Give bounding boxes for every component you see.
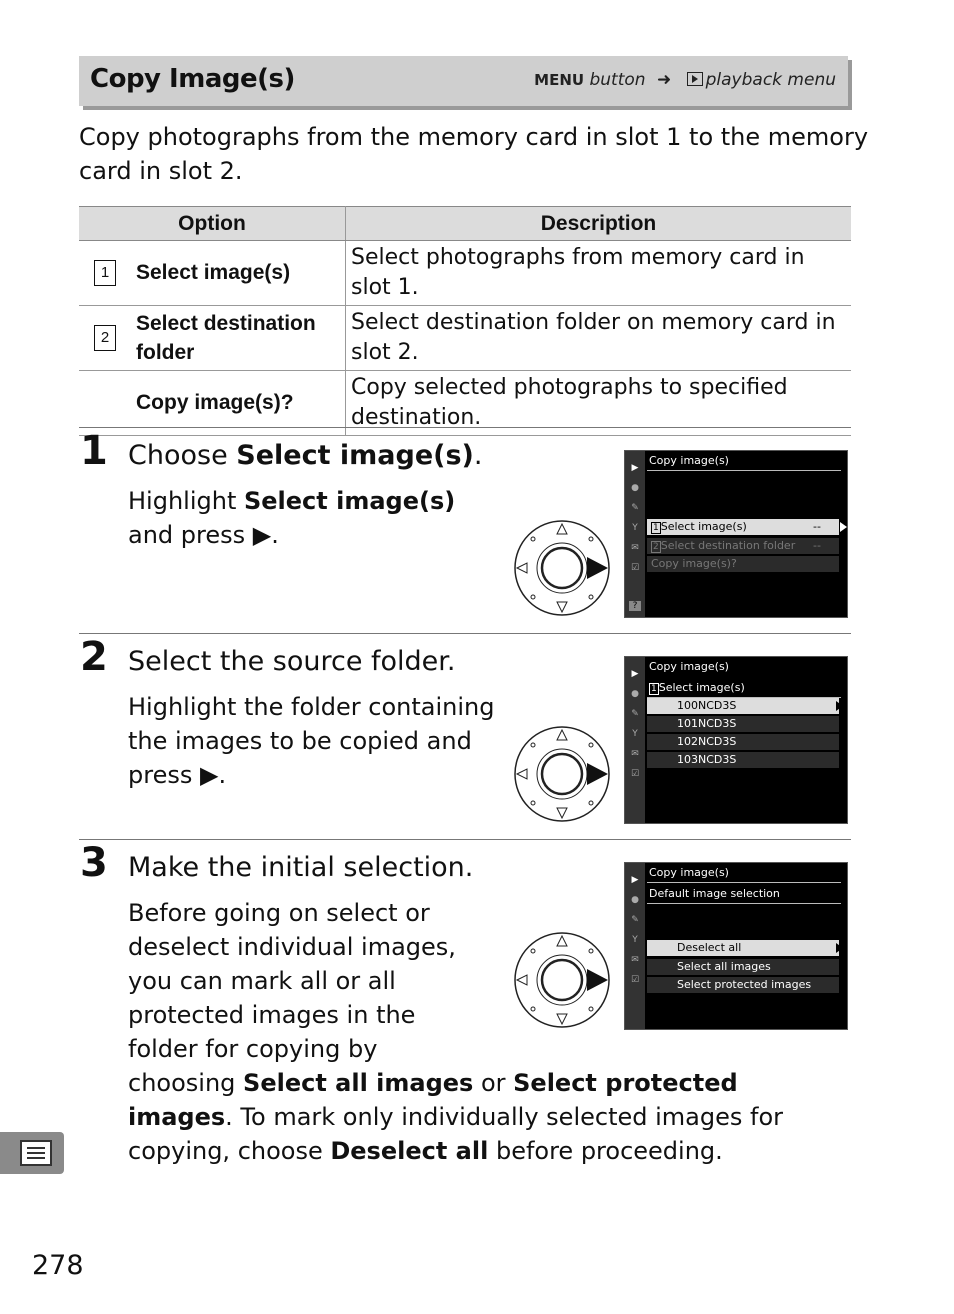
- title-underline: [647, 882, 841, 883]
- step-body: [128, 484, 498, 552]
- options-table: [79, 206, 851, 436]
- playback-tab-icon: ▶: [631, 875, 639, 885]
- step-heading-bold: Select image(s): [236, 440, 474, 471]
- page-title: Copy Image(s): [90, 64, 295, 94]
- screen-title: Copy image(s): [649, 454, 729, 467]
- playback-icon: [687, 72, 703, 86]
- body-text: before proceeding.: [488, 1137, 723, 1165]
- menu-item-value: --: [813, 520, 821, 533]
- crumb-button-text: button: [589, 70, 646, 90]
- column-header-description: Description: [346, 207, 852, 241]
- table-row: [79, 306, 851, 371]
- screen-subtitle: Default image selection: [649, 887, 780, 900]
- playback-menu-icon: [20, 1140, 52, 1166]
- menu-item-copy-images[interactable]: [647, 556, 839, 572]
- step-body: [128, 690, 498, 792]
- table-row: [79, 241, 851, 306]
- folder-label: 101NCD3S: [677, 717, 737, 730]
- body-text: and press: [128, 521, 253, 549]
- body-bold: Select all images: [243, 1069, 474, 1097]
- body-text: Before going on select or deselect individual images, you can mark all or all protected images in the folder for copying by choosing: [128, 899, 456, 1097]
- playback-menu-tab: [0, 1132, 64, 1174]
- retouch-tab-icon: ✉: [631, 749, 639, 759]
- title-underline: [647, 470, 841, 471]
- right-arrow-icon: ▶: [252, 521, 272, 549]
- menu-item-label: Select all images: [677, 960, 771, 973]
- folder-item[interactable]: [647, 716, 839, 732]
- slot-2-icon: 2: [94, 325, 116, 351]
- body-text: Highlight: [128, 487, 244, 515]
- menu-item-label: Select protected images: [677, 978, 812, 991]
- slot-1-icon: 1: [653, 523, 659, 533]
- multi-selector-diagram: [513, 725, 613, 829]
- menu-breadcrumb: [534, 70, 836, 90]
- multi-selector-icon: [513, 725, 613, 825]
- menu-item-value: --: [813, 539, 821, 552]
- description-cell: Copy selected photographs to specified destination.: [346, 371, 852, 436]
- step-number: 1: [80, 428, 108, 474]
- menu-item-label: Select destination folder: [660, 539, 796, 552]
- setup-tab-icon: Y: [632, 729, 638, 739]
- option-label: Select destination folder: [136, 312, 316, 364]
- step-heading: Select the source folder.: [128, 646, 456, 677]
- setup-tab-icon: Y: [632, 935, 638, 945]
- step-heading: [128, 440, 483, 471]
- step-body-upper: [128, 896, 848, 1168]
- menu-item-select-destination[interactable]: [647, 538, 839, 554]
- description-cell: Select photographs from memory card in slot 1.: [346, 241, 852, 306]
- screen-title: Copy image(s): [649, 660, 729, 673]
- body-bold: Select protected images: [128, 1069, 738, 1131]
- multi-selector-icon: [513, 519, 613, 619]
- screen-title: Copy image(s): [649, 866, 729, 879]
- option-label: Select image(s): [136, 261, 291, 284]
- slot-1-icon: 1: [651, 684, 657, 694]
- subtitle-text: Select image(s): [658, 681, 745, 694]
- step-number: 2: [80, 634, 108, 680]
- multi-selector-diagram: [513, 519, 613, 623]
- body-text: . To mark only individually selected images for copying, choose: [128, 1103, 783, 1165]
- table-row: [79, 371, 851, 436]
- description-cell: Select destination folder on memory card in slot 2.: [346, 306, 852, 371]
- playback-tab-icon: ▶: [631, 463, 639, 473]
- menu-button-label: MENU: [534, 71, 585, 89]
- shooting-tab-icon: ●: [631, 483, 639, 493]
- right-arrow-icon: ▶: [199, 761, 219, 789]
- folder-label: 100NCD3S: [677, 699, 737, 712]
- camera-screen: [624, 450, 848, 618]
- step-number: 3: [80, 840, 108, 886]
- step-heading-text: Choose: [128, 440, 237, 471]
- crumb-menu-text: playback menu: [705, 70, 836, 90]
- body-bold: Select image(s): [243, 487, 456, 515]
- menu-tab-strip: [625, 451, 645, 617]
- recent-tab-icon: ☑: [630, 769, 640, 779]
- option-cell: [79, 306, 346, 371]
- screen-subtitle: [649, 681, 745, 694]
- folder-label: 103NCD3S: [677, 753, 737, 766]
- step-heading: Make the initial selection.: [128, 852, 474, 883]
- option-cell: [79, 241, 346, 306]
- body-text: Highlight the folder containing the images to be copied and press: [128, 693, 495, 789]
- divider: [79, 839, 851, 840]
- right-arrow-icon: [840, 522, 847, 532]
- column-header-option: Option: [79, 207, 346, 241]
- recent-tab-icon: ☑: [630, 563, 640, 573]
- menu-tab-strip: [625, 657, 645, 823]
- table-header-row: [79, 207, 851, 241]
- section-header: [79, 56, 848, 106]
- body-text: .: [218, 761, 227, 789]
- option-cell: [79, 371, 346, 436]
- body-text: .: [271, 521, 279, 549]
- custom-tab-icon: ✎: [631, 915, 639, 925]
- menu-item-label: Select image(s): [660, 520, 747, 533]
- custom-tab-icon: ✎: [631, 709, 639, 719]
- shooting-tab-icon: ●: [631, 689, 639, 699]
- setup-tab-icon: Y: [632, 523, 638, 533]
- slot-2-icon: 2: [653, 542, 659, 552]
- folder-label: 102NCD3S: [677, 735, 737, 748]
- body-bold: Deselect all: [330, 1137, 489, 1165]
- float-spacer: [488, 896, 848, 1046]
- folder-item[interactable]: [647, 734, 839, 750]
- page-number: 278: [32, 1250, 84, 1281]
- menu-item-label: Copy image(s)?: [651, 557, 737, 570]
- intro-text: Copy photographs from the memory card in slot 1 to the memory card in slot 2.: [79, 123, 869, 185]
- playback-tab-icon: ▶: [631, 669, 639, 679]
- shooting-tab-icon: ●: [631, 895, 639, 905]
- divider: [79, 427, 851, 428]
- recent-tab-icon: ☑: [630, 975, 640, 985]
- folder-item[interactable]: [647, 752, 839, 768]
- menu-item-label: Deselect all: [677, 941, 742, 954]
- menu-item-select-images[interactable]: [647, 519, 839, 535]
- divider: [79, 633, 851, 634]
- retouch-tab-icon: ✉: [631, 955, 639, 965]
- camera-screen: [624, 656, 848, 824]
- custom-tab-icon: ✎: [631, 503, 639, 513]
- folder-item[interactable]: [647, 698, 839, 714]
- right-arrow-icon: [836, 701, 843, 711]
- arrow-icon: ➜: [656, 70, 672, 90]
- help-icon: ?: [629, 601, 641, 611]
- option-label: Copy image(s)?: [136, 391, 294, 414]
- retouch-tab-icon: ✉: [631, 543, 639, 553]
- step-heading-end: .: [473, 440, 483, 471]
- body-text: or: [473, 1069, 514, 1097]
- slot-1-icon: 1: [94, 260, 116, 286]
